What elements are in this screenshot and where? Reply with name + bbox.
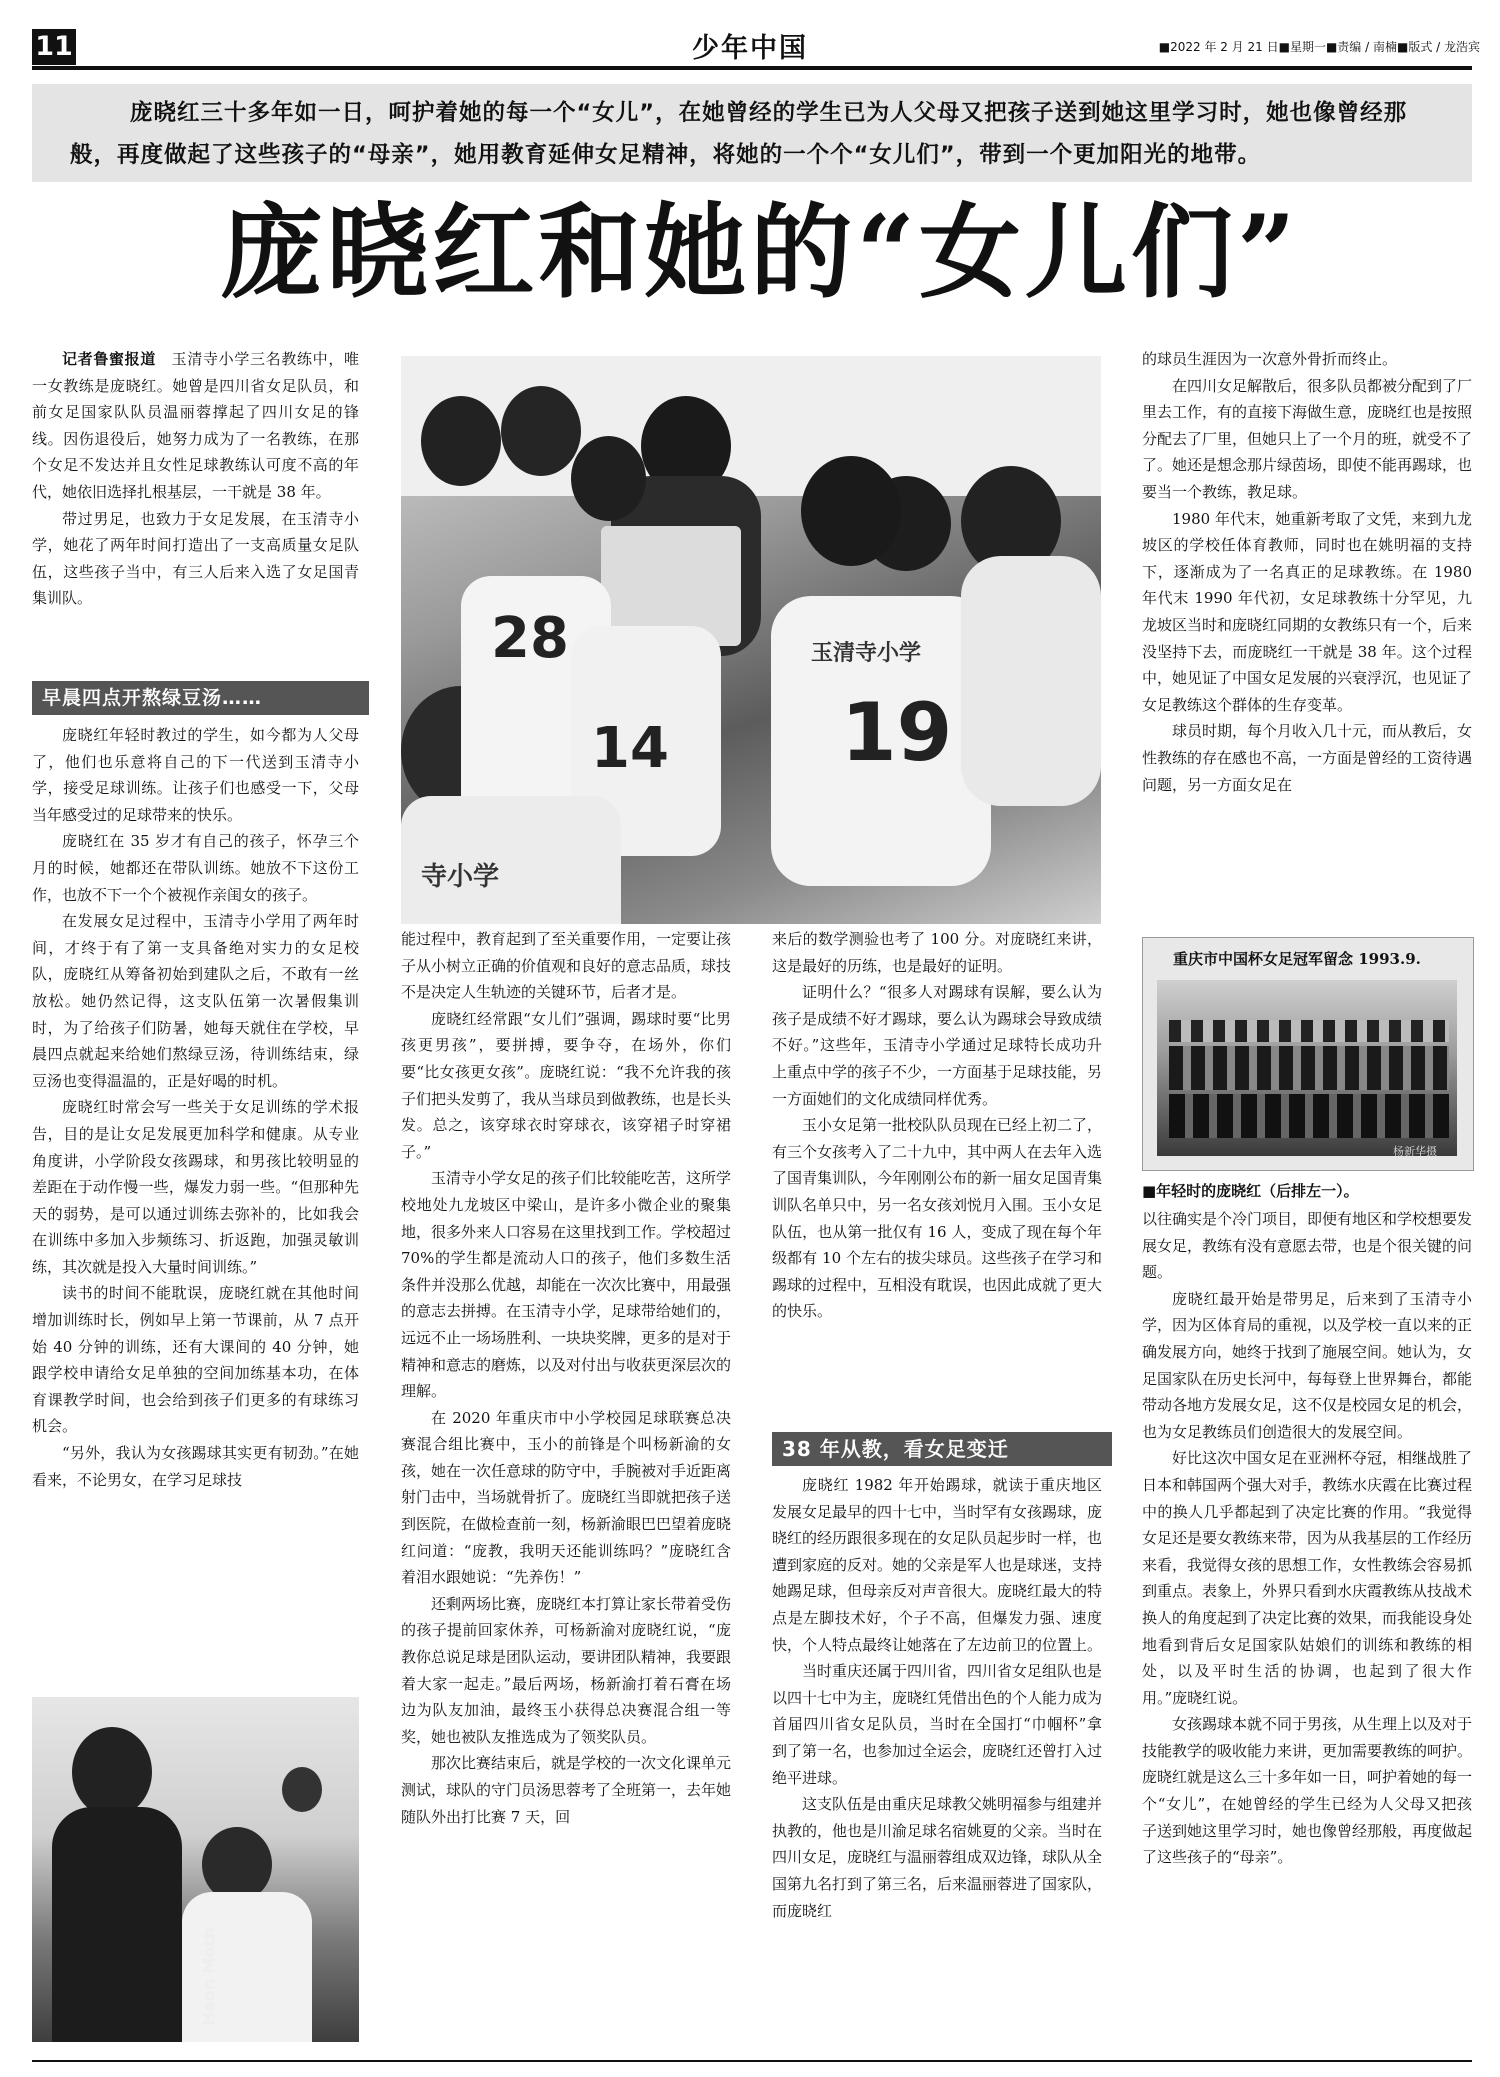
top-rule [32, 66, 1472, 70]
paragraph: 在 2020 年重庆市中小学校园足球联赛总决赛混合组比赛中，玉小的前锋是个叫杨新渝的女孩，她在一次任意球的防守中，手腕被对手近距离射门击中，当场就骨折了。庞晓红当即就把孩子送到医院，在做检查前一刻，杨新渝眼巴巴望着庞晓红问道：“庞教，我明天还能训练吗？”庞晓红含着泪水跟她说：“先养伤！” [401, 1408, 732, 1587]
coach-with-girls-photo [32, 1697, 359, 2042]
column-4-cont [1142, 1206, 1472, 1871]
byline: 记者鲁蜜报道 [62, 350, 156, 368]
paragraph: 带过男足，也致力于女足发展，在玉清寺小学，她花了两年时间打造出了一支高质量女足队伍，这些孩子当中，有三人后来入选了女足国青集训队。 [32, 509, 359, 608]
paragraph: 庞晓红年轻时教过的学生，如今都为人父母了，他们也乐意将自己的下一代送到玉清寺小学，接受足球训练。让孩子们也感受一下，父母当年感受过的足球带来的快乐。 [32, 726, 359, 824]
lead-paragraph: 庞晓红三十多年如一日，呵护着她的每一个“女儿”，在她曾经的学生已为人父母又把孩子送到她这里学习时，她也像曾经那般，再度做起了这些孩子的“母亲”，她用教育延伸女足精神，将她的一个个“女儿们”，带到一个更加阳光的地带。 [70, 100, 1408, 168]
paragraph: “另外，我认为女孩踢球其实更有韧劲。”在她看来，不论男女，在学习足球技 [32, 1444, 359, 1489]
jersey-lettering: 寺小学 [421, 862, 500, 892]
jersey-lettering: Haon Moth [199, 1927, 219, 2026]
team-huddle-photo [401, 356, 1101, 924]
paragraph: 庞晓红时常会写一些关于女足训练的学术报告，目的是让女足发展更加科学和健康。从专业角度讲，小学阶段女孩踢球，和男孩比较明显的差距在于动作慢一些，爆发力弱一些。“但那种先天的弱势，是可以通过训练去弥补的，比如我会在训练中多加入步频练习、折返跑，加强灵敏训练，其次就是投入大量时间训练。” [32, 1098, 359, 1276]
column-3-cont [772, 1472, 1102, 1924]
paragraph: 好比这次中国女足在亚洲杯夺冠，相继战胜了日本和韩国两个强大对手，教练水庆霞在比赛过程中的换人几乎都起到了决定比赛的作用。“我觉得女足还是要女教练来带，因为从我基层的工作经历来看，我觉得女孩的思想工作，女性教练会容易抓到重点。表象上，外界只看到水庆霞教练从技战术换人的角度起到了决定比赛的效果，而我能设身处地看到背后女足国家队姑娘们的训练和教练的相处，以及平时生活的协调，也起到了很大作用。”庞晓红说。 [1142, 1449, 1473, 1707]
paragraph: 来后的数学测验也考了 100 分。对庞晓红来讲，这是最好的历练，也是最好的证明。 [772, 930, 1102, 975]
photo-banner-text: 重庆市中国杯女足冠军留念 1993.9. [1173, 950, 1421, 968]
bottom-rule [32, 2060, 1472, 2062]
column-4 [1142, 346, 1472, 798]
section-title: 少年中国 [692, 33, 808, 64]
paragraph: 女孩踢球本就不同于男孩，从生理上以及对于技能教学的吸收能力来讲，更加需要教练的呵护。庞晓红就是这么三十多年如一日，呵护着她的每一个“女儿”，在她曾经的学生已经为人父母又把孩子送到她这里学习时，她也像曾经那般，再度做起了这些孩子的“母亲”。 [1142, 1715, 1473, 1867]
column-1 [32, 346, 359, 612]
jersey-number: 14 [591, 716, 669, 781]
paragraph: 玉清寺小学女足的孩子们比较能吃苦，这所学校地处九龙坡区中梁山，是许多小微企业的聚集地，很多外来人口容易在这里找到工作。学校超过 70%的学生都是流动人口的孩子，他们多数生活条件并没那么优越，却能在一次次比赛中，用最强的意志去拼搏。在玉清寺小学，足球带给她们的，远远不止一场场胜利、一块块奖牌，更多的是对于精神和意志的磨炼，以及对付出与收获更深层次的理解。 [401, 1169, 732, 1401]
column-3 [772, 926, 1102, 1325]
paragraph: 的球员生涯因为一次意外骨折而终止。 [1142, 350, 1398, 368]
headline: 庞晓红和她的“女儿们” [220, 193, 1300, 313]
paragraph: 还剩两场比赛，庞晓红本打算让家长带着受伤的孩子提前回家休养，可杨新渝对庞晓红说，“庞教你总说足球是团队运动，要讲团队精神，我要跟着大家一起走。”最后两场，杨新渝打着石膏在场边为队友加油，最终玉小获得总决赛混合组一等奖，她也被队友推选成为了领奖队员。 [401, 1594, 732, 1746]
paragraph: 1980 年代末，她重新考取了文凭，来到九龙坡区的学校任体育教师，同时也在姚明福的支持下，逐渐成为了一名真正的足球教练。在 1980 年代末 1990 年代初，女足球教练十分罕见，九龙坡区当时和庞晓红同期的女教练只有一个，后来没坚持下去，而庞晓红一干就是 38 年。这个过程中，她见证了中国女足发展的兴衰浮沉，也见证了女足教练这个群体的生存变革。 [1142, 509, 1473, 714]
paragraph: 庞晓红最开始是带男足，后来到了玉清寺小学，因为区体育局的重视，以及学校一直以来的正确发展方向，她终于找到了施展空间。她认为，女足国家队在历史长河中，每每登上世界舞台，都能带动各地方发展女足，这不仅是校园女足的机会，也为女足教练员们创造很大的发展空间。 [1142, 1289, 1473, 1441]
paragraph: 玉小女足第一批校队队员现在已经上初二了，有三个女孩考入了二十九中，其中两人在去年入选了国青集训队，今年刚刚公布的新一届女足国青集训队名单只中，另一名女孩刘悦月入围。玉小女足队伍，也从第一批仅有 16 人，变成了现在每个年级都有 10 个左右的拔尖球员。这些孩子在学习和踢球的过程中，互相没有耽误，也因此成就了更大的快乐。 [772, 1116, 1103, 1321]
paragraph: 证明什么？“很多人对踢球有误解，要么认为孩子是成绩不好才踢球，要么认为踢球会导致成绩不好。”这些年，玉清寺小学通过足球特长成功升上重点中学的孩子不少，一方面基于足球技能，另一方面她们的文化成绩同样优秀。 [772, 983, 1103, 1108]
paragraph: 以往确实是个冷门项目，即便有地区和学校想要发展女足，教练有没有意愿去带，也是个很关键的问题。 [1142, 1210, 1473, 1282]
paragraph: 在发展女足过程中，玉清寺小学用了两年时间，才终于有了第一支具备绝对实力的女足校队，庞晓红从筹备初始到建队之后，不敢有一丝放松。她仍然记得，这支队伍第一次暑假集训时，为了给孩子们防暑，她每天就住在学校，早晨四点就起来给她们熬绿豆汤，待训练结束，绿豆汤也变得温温的，正是好喝的时机。 [32, 912, 359, 1090]
subhead-1: 早晨四点开熬绿豆汤…… [32, 681, 369, 715]
paragraph: 能过程中，教育起到了至关重要作用，一定要让孩子从小树立正确的价值观和良好的意志品质，球技不是决定人生轨迹的关键环节，后者才是。 [401, 930, 732, 1002]
paragraph: 庞晓红经常跟“女儿们”强调，踢球时要“比男孩更男孩”，要拼搏，要争夺，在场外，你们要“比女孩更女孩”。庞晓红说：“我不允许我的孩子们把头发剪了，我从当球员到做教练，也是长头发。总之，该穿球衣时穿球衣，该穿裙子时穿裙子。” [401, 1009, 732, 1161]
jersey-number: 28 [491, 606, 569, 671]
page-number: 11 [32, 29, 76, 65]
paragraph: 玉清寺小学三名教练中，唯一女教练是庞晓红。她曾是四川省女足队员，和前女足国家队队员温丽蓉撑起了四川女足的锋线。因伤退役后，她努力成为了一名教练，在那个女足不发达并且女性足球教练认可度不高的年代，她依旧选择扎根基层，一干就是 38 年。 [32, 350, 359, 501]
paragraph: 球员时期，每个月收入几十元，而从教后，女性教练的存在感也不高，一方面是曾经的工资待遇问题，另一方面女足在 [1142, 722, 1473, 794]
photo-signature: 杨新华摄 [1393, 1145, 1437, 1158]
paragraph: 当时重庆还属于四川省，四川省女足组队也是以四十七中为主，庞晓红凭借出色的个人能力成为首届四川省女足队员，当时在全国打“巾帼杯”拿到了第一名，也参加过全运会，庞晓红还曾打入过绝平进球。 [772, 1662, 1103, 1787]
subhead-2: 38 年从教，看女足变迁 [772, 1432, 1112, 1466]
paragraph: 庞晓红 1982 年开始踢球，就读于重庆地区发展女足最早的四十七中，当时罕有女孩踢球，庞晓红的经历跟很多现在的女足队员起步时一样，也遭到家庭的反对。她的父亲是军人也是球迷，支持她踢足球，但母亲反对声音很大。庞晓红最大的特点是左脚技术好，个子不高，但爆发力强、速度快，个人特点最终让她落在了左边前卫的位置上。 [772, 1476, 1103, 1654]
column-1-cont [32, 722, 359, 1493]
paragraph: 读书的时间不能耽误，庞晓红就在其他时间增加训练时长，例如早上第一节课前，从 7 点开始 40 分钟的训练，还有大课间的 40 分钟，她跟学校申请给女足单独的空间加练基本功，在体育课教学时间，也会给到孩子们更多的有球练习机会。 [32, 1284, 359, 1436]
paragraph: 这支队伍是由重庆足球教父姚明福参与组建并执教的，他也是川渝足球名宿姚夏的父亲。当时在四川女足，庞晓红与温丽蓉组成双边锋，球队从全国第九名打到了第三名，后来温丽蓉进了国家队，而庞晓红 [772, 1795, 1103, 1920]
paragraph: 那次比赛结束后，就是学校的一次文化课单元测试，球队的守门员汤思蓉考了全班第一，去年她随队外出打比赛 7 天，回 [401, 1754, 732, 1826]
jersey-number: 19 [841, 686, 953, 779]
jersey-lettering: 玉清寺小学 [811, 641, 922, 666]
paragraph: 庞晓红在 35 岁才有自己的孩子，怀孕三个月的时候，她都还在带队训练。她放不下这份工作，也放不下一个个被视作亲闺女的孩子。 [32, 832, 359, 904]
photo-caption: ■年轻时的庞晓红（后排左一）。 [1142, 1182, 1359, 1200]
historic-team-photo [1142, 937, 1474, 1171]
issue-meta: ■2022 年 2 月 21 日■星期一■责编 / 南楠■版式 / 龙浩宾 [1158, 40, 1480, 54]
column-2 [401, 926, 731, 1830]
paragraph: 在四川女足解散后，很多队员都被分配到了厂里去工作，有的直接下海做生意，庞晓红也是按照分配去了厂里，但她只上了一个月的班，就受不了了。她还是想念那片绿茵场，即使不能再踢球，也要当一个教练，教足球。 [1142, 376, 1473, 501]
